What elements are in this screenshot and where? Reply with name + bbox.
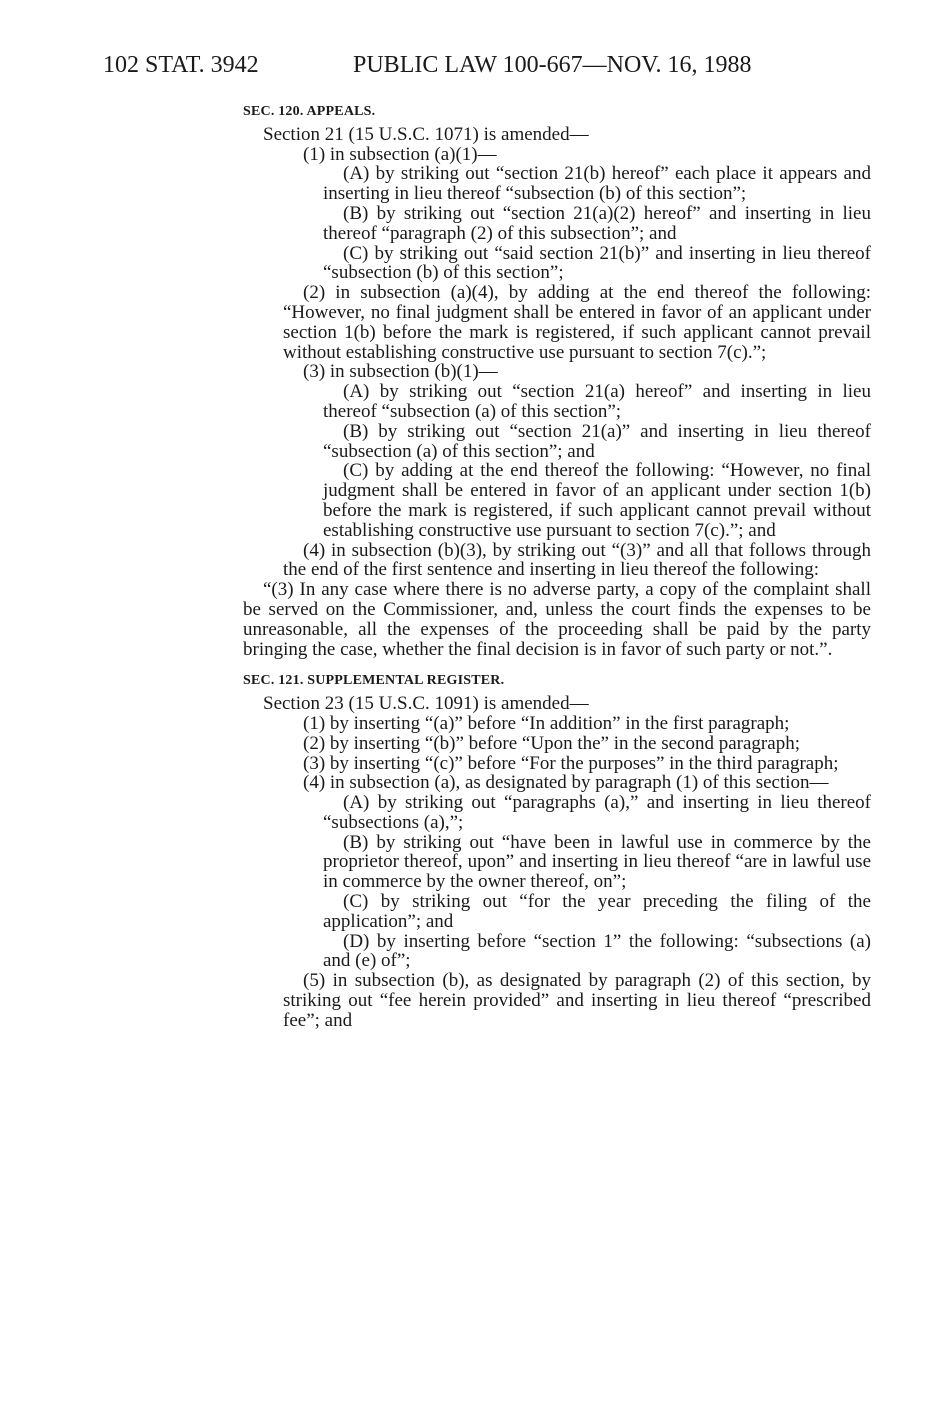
paragraph: (4) in subsection (b)(3), by striking out “(3)” and all that follows through the end of the first sentence and inserting in lieu thereof the following: [283, 539, 871, 581]
paragraph: (B) by striking out “have been in lawful use in commerce by the proprietor thereof, upon” and inserting in lieu thereof “are in lawful use in commerce by the owner thereof, on”; [323, 831, 871, 893]
section-heading-appeals: SEC. 120. APPEALS. [243, 104, 376, 119]
paragraph: (C) by striking out “said section 21(b)” and inserting in lieu thereof “subsection (b) of this section”; [323, 242, 871, 284]
paragraph: (C) by striking out “for the year preceding the filing of the application”; and [323, 891, 871, 932]
paragraph: (B) by striking out “section 21(a)” and inserting in lieu thereof “subsection (a) of this section”; and [323, 420, 871, 462]
paragraph: (3) by inserting “(c)” before “For the purposes” in the third paragraph; [303, 752, 839, 774]
paragraph: (A) by striking out “section 21(a) hereof” and inserting in lieu thereof “subsection (a) of this section”; [323, 381, 871, 422]
paragraph: (1) in subsection (a)(1)— [303, 143, 497, 165]
paragraph: (B) by striking out “section 21(a)(2) hereof” and inserting in lieu thereof “paragraph (2) of this subsection”; and [323, 202, 871, 244]
document-body [243, 100, 871, 1031]
paragraph: Section 23 (15 U.S.C. 1091) is amended— [263, 693, 589, 715]
paragraph: (4) in subsection (a), as designated by paragraph (1) of this section— [303, 772, 829, 794]
public-law-citation: PUBLIC LAW 100-667—NOV. 16, 1988 [353, 52, 752, 78]
section-heading-supplemental-register: SEC. 121. SUPPLEMENTAL REGISTER. [243, 673, 505, 689]
paragraph: (3) in subsection (b)(1)— [303, 361, 498, 383]
paragraph: Section 21 (15 U.S.C. 1071) is amended— [263, 123, 589, 145]
paragraph: (2) in subsection (a)(4), by adding at the end thereof the following: “However, no final judgment shall be entered in favor of an applicant under section 1(b) before the mark is registered, if such applicant cannot prevail without establishing constructive use pursuant to section 7(c).”; [283, 282, 871, 363]
paragraph: (2) by inserting “(b)” before “Upon the” in the second paragraph; [303, 732, 800, 754]
quoted-paragraph: “(3) In any case where there is no adverse party, a copy of the complaint shall be served on the Commissioner, and, unless the court finds the expenses to be unreasonable, all the expenses of the proceeding shall be paid by the party bringing the case, whether the final decision is in favor of such party or not.”. [243, 579, 871, 660]
paragraph: (C) by adding at the end thereof the following: “However, no final judgment shall be entered in favor of an applicant under section 1(b) before the mark is registered, if such applicant cannot prevail without establishing constructive use pursuant to section 7(c).”; and [323, 460, 871, 541]
paragraph: (A) by striking out “section 21(b) hereof” each place it appears and inserting in lieu thereof “subsection (b) of this section”; [323, 163, 871, 205]
paragraph: (5) in subsection (b), as designated by paragraph (2) of this section, by striking out “fee herein provided” and inserting in lieu thereof “prescribed fee”; and [283, 970, 871, 1031]
statute-page-number: 102 STAT. 3942 [103, 52, 259, 78]
paragraph: (A) by striking out “paragraphs (a),” and inserting in lieu thereof “subsections (a),”; [323, 792, 871, 833]
paragraph: (D) by inserting before “section 1” the following: “subsections (a) and (e) of”; [323, 930, 871, 972]
paragraph: (1) by inserting “(a)” before “In addition” in the first paragraph; [303, 712, 790, 734]
